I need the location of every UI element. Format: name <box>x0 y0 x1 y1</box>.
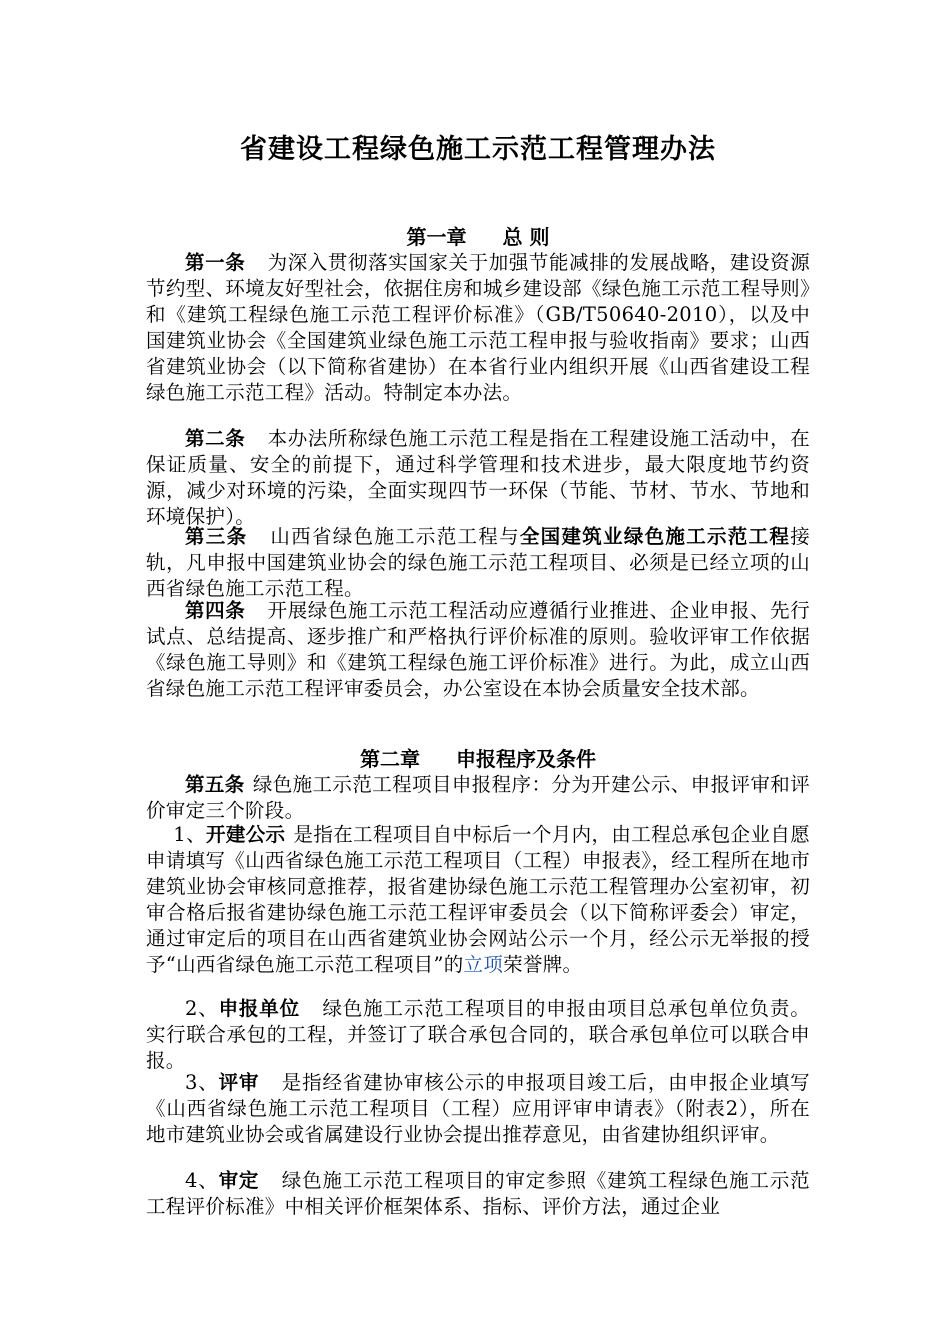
item-3-label: 评审 <box>218 1071 260 1094</box>
item-1-link[interactable]: 立项 <box>463 953 504 976</box>
article-4 <box>146 598 810 702</box>
article-3-bold-text: 全国建筑业绿色施工示范工程 <box>519 525 791 548</box>
article-5-text: 绿色施工示范工程项目申报程序：分为开建公示、申报评审和评价审定三个阶段。 <box>146 773 810 822</box>
article-4-label: 第四条 <box>185 599 246 622</box>
chapter-1-name: 总 则 <box>502 225 550 249</box>
article-2-text: 本办法所称绿色施工示范工程是指在工程建设施工活动中，在保证质量、安全的前提下，通过科学管理和技术进步，最大限度地节约资源，减少对环境的污染，全面实现四节一环保（节能、节材、节水、节地和环境保护）。 <box>146 427 810 528</box>
item-1 <box>146 822 810 978</box>
item-1-text-a: 是指在工程项目自中标后一个月内，由工程总承包企业自愿申请填写《山西省绿色施工示范工程项目（工程）申报表》，经工程所在地市建筑业协会审核同意推荐，报省建协绿色施工示范工程管理办公室初审，初审合格后报省建协绿色施工示范工程评审委员会（以下简称评委会）审定，通过审定后的项目在山西省建筑业协会网站公示一个月，经公示无举报的授予“山西省绿色施工示范工程项目”的 <box>146 823 811 976</box>
article-1-text: 为深入贯彻落实国家关于加强节能减排的发展战略，建设资源节约型、环境友好型社会，依据住房和城乡建设部《绿色施工示范工程导则》和《建筑工程绿色施工示范工程评价标准》（GB/T50640-2010），以及中国建筑业协会《全国建筑业绿色施工示范工程申报与验收指南》要求；山西省建筑业协会（以下简称省建协）在本省行业内组织开展《山西省建设工程绿色施工示范工程》活动。特制定本办法。 <box>146 251 810 404</box>
item-1-text-b: 荣誉牌。 <box>503 953 583 976</box>
article-2-label: 第二条 <box>185 427 246 450</box>
item-1-label: 开建公示 <box>205 823 286 846</box>
item-1-number: 1、 <box>173 823 206 846</box>
item-3-number: 3、 <box>185 1071 219 1094</box>
article-5-label: 第五条 <box>185 773 245 796</box>
item-4 <box>146 1168 810 1220</box>
article-3 <box>146 524 810 602</box>
article-3-label: 第三条 <box>185 525 248 548</box>
article-3-text-b: 接轨，凡申报中国建筑业协会的绿色施工示范工程项目、必须是已经立项的山西省绿色施工示范工程。 <box>146 525 810 600</box>
chapter-2-number: 第二章 <box>360 747 420 771</box>
item-4-number: 4、 <box>185 1169 219 1192</box>
chapter-2-name: 申报程序及条件 <box>456 747 596 771</box>
chapter-2-heading <box>146 746 810 772</box>
article-2 <box>146 426 810 530</box>
article-3-text-a: 山西省绿色施工示范工程与 <box>269 525 520 548</box>
item-4-text: 绿色施工示范工程项目的审定参照《建筑工程绿色施工示范工程评价标准》中相关评价框架体系、指标、评价方法，通过企业 <box>146 1169 810 1218</box>
article-1 <box>146 250 810 406</box>
chapter-1-heading <box>146 224 810 250</box>
article-5 <box>146 772 810 824</box>
item-2-number: 2、 <box>185 997 219 1020</box>
item-4-label: 审定 <box>218 1169 260 1192</box>
document-title: 省建设工程绿色施工示范工程管理办法 <box>240 134 716 165</box>
item-3-text: 是指经省建协审核公示的申报项目竣工后，由申报企业填写《山西省绿色施工示范工程项目（工程）应用评审申请表》（附表2），所在地市建筑业协会或省属建设行业协会提出推荐意见，由省建协组织评审。 <box>146 1071 810 1146</box>
item-2-label: 申报单位 <box>218 997 300 1020</box>
item-3 <box>146 1070 810 1148</box>
article-4-text: 开展绿色施工示范工程活动应遵循行业推进、企业申报、先行试点、总结提高、逐步推广和严格执行评价标准的原则。验收评审工作依据《绿色施工导则》和《建筑工程绿色施工评价标准》进行。为此，成立山西省绿色施工示范工程评审委员会，办公室设在本协会质量安全技术部。 <box>146 599 810 700</box>
article-1-label: 第一条 <box>185 251 246 274</box>
item-2-text: 绿色施工示范工程项目的申报由项目总承包单位负责。实行联合承包的工程，并签订了联合承包合同的，联合承包单位可以联合申报。 <box>146 997 811 1072</box>
item-2 <box>146 996 810 1074</box>
chapter-1-number: 第一章 <box>406 225 467 249</box>
